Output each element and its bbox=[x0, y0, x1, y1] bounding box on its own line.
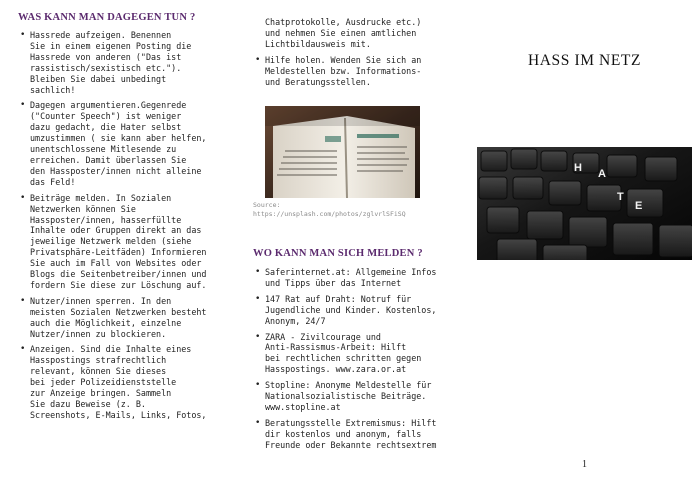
section-heading-where-to-report: WO KANN MAN SICH MELDEN ? bbox=[253, 248, 423, 259]
column-left bbox=[18, 0, 223, 426]
list-item: • Anzeigen. Sind die Inhalte eines Hasspostings strafrechtlich relevant, können Sie dieses bei jeder Polizeidienststelle zur Anzeige bringen. Sammeln Sie dazu Beweise (z. B. Screenshots, E-Mails, Links, Fotos, bbox=[18, 344, 223, 420]
keyboard-photo bbox=[477, 147, 692, 260]
measures-list bbox=[18, 30, 223, 421]
list-item: • Saferinternet.at: Allgemeine Infos und Tipps über das Internet bbox=[253, 267, 453, 289]
continuation-text: Chatprotokolle, Ausdrucke etc.) und nehmen Sie einen amtlichen Lichtbildausweis mit. bbox=[265, 17, 422, 49]
list-item: • Nutzer/innen sperren. In den meisten Sozialen Netzwerken besteht auch die Möglichkeit, einzelne Nutzer/innen zu blockieren. bbox=[18, 296, 223, 340]
column-middle-lower bbox=[253, 248, 453, 456]
list-item: • Beiträge melden. In Sozialen Netzwerken können Sie Hassposter/innen, hasserfüllte Inhalte oder Gruppen direkt an das jeweilige Netzwerk melden (siehe Privatsphäre-Leitfäden) Informieren Sie auch im Fall von Websites oder Blogs die Seitenbetreiber/innen und fordern Sie diese zur Löschung auf. bbox=[18, 193, 223, 291]
page-number: 1 bbox=[582, 459, 587, 470]
column-middle bbox=[253, 0, 453, 92]
list-item: • 147 Rat auf Draht: Notruf für Jugendliche und Kinder. Kostenlos, Anonym, 24/7 bbox=[253, 294, 453, 327]
book-photo bbox=[265, 106, 420, 198]
list-item: • Hassrede aufzeigen. Benennen Sie in einem eigenen Posting die Hassrede von anderen ("Das ist rassistisch/sexistisch etc."). Bleiben Sie dabei unbedingt sachlich! bbox=[18, 30, 223, 95]
open-book-image bbox=[265, 106, 420, 198]
report-places-list bbox=[253, 267, 453, 451]
key-letter-e: E bbox=[635, 200, 643, 212]
keyboard-hate-image bbox=[477, 147, 692, 260]
list-item: • Stopline: Anonyme Meldestelle für Nationalsozialistische Beiträge. www.stopline.at bbox=[253, 380, 453, 413]
key-letter-a: A bbox=[598, 168, 606, 180]
list-item: • Hilfe holen. Wenden Sie sich an Meldestellen bzw. Informations- und Beratungsstellen. bbox=[253, 55, 453, 88]
image-source-caption: Source: https://unsplash.com/photos/zglvrlSFiSQ bbox=[253, 201, 406, 218]
help-list bbox=[253, 55, 453, 88]
list-item: • ZARA - Zivilcourage und Anti-Rassismus-Arbeit: Hilft bei rechtlichen schritten gegen Hasspostings. www.zara.or.at bbox=[253, 332, 453, 376]
key-letter-h: H bbox=[574, 162, 582, 174]
key-letter-t: T bbox=[617, 191, 624, 203]
list-item: • Dagegen argumentieren.Gegenrede ("Counter Speech") ist weniger dazu gedacht, die Hater selbst umzustimmen ( sie kann aber helfen, unentschlossene Mitlesende zu erreichen. Damit überlassen Sie den Hassposter/innen nicht alleine das Feld! bbox=[18, 100, 223, 187]
page-title: HASS IM NETZ bbox=[527, 52, 642, 69]
list-item: • Beratungsstelle Extremismus: Hilft dir kostenlos und anonym, falls Freunde oder Bekannte rechtsextrem bbox=[253, 418, 453, 451]
section-heading-what-to-do: WAS KANN MAN DAGEGEN TUN ? bbox=[18, 12, 196, 23]
